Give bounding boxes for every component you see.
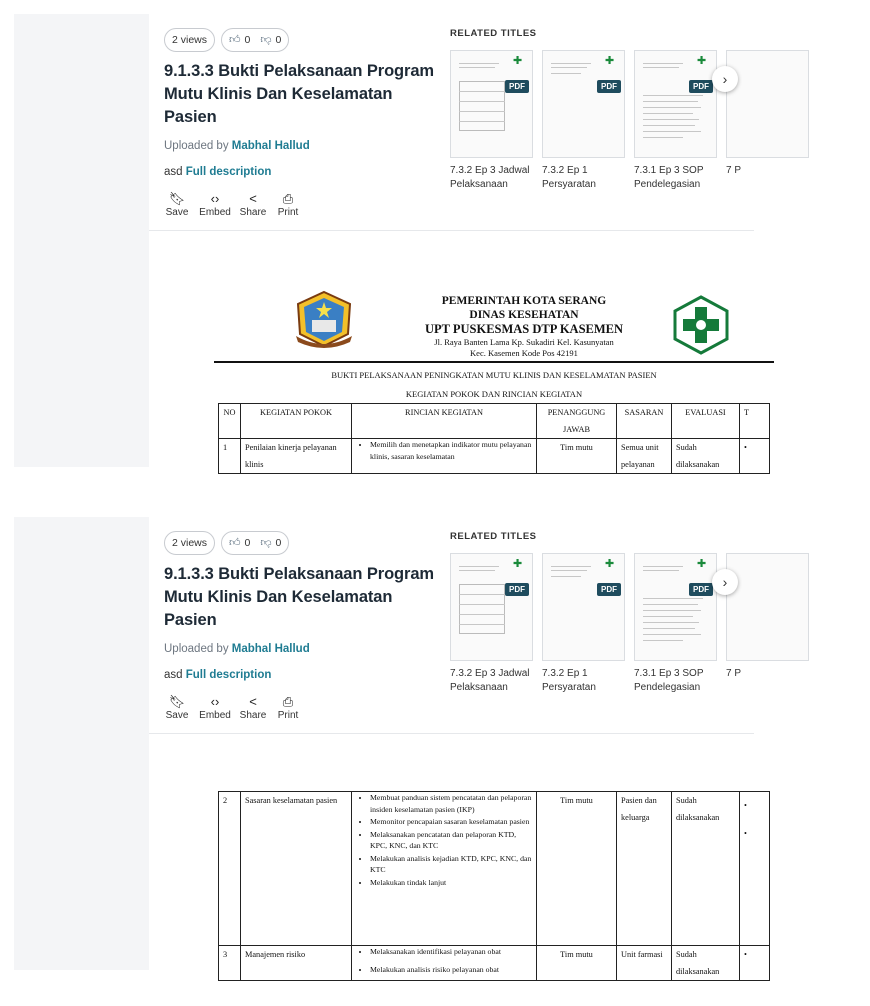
pdf-badge: PDF <box>505 583 529 596</box>
pdf-badge: PDF <box>505 80 529 93</box>
column-header: SASARAN <box>617 404 672 439</box>
health-cross-icon: ✚ <box>697 558 707 570</box>
embed-label: Embed <box>199 710 231 721</box>
save-button[interactable] <box>164 190 190 218</box>
column-header: KEGIATAN POKOK <box>241 404 352 439</box>
cell-kegiatan: Penilaian kinerja pelayanan klinis <box>241 439 352 474</box>
rating-pill <box>221 531 289 555</box>
uploader-link[interactable]: Mabhal Hallud <box>231 643 310 655</box>
share-label: Share <box>239 207 267 218</box>
puskesmas-logo <box>671 295 731 355</box>
action-bar <box>164 693 444 721</box>
related-thumbnail <box>450 553 533 661</box>
related-caption: 7.3.1 Ep 3 SOP Pendelegasian <box>634 668 704 693</box>
cell-evaluasi: Sudah dilaksanakan <box>672 792 740 946</box>
likes-count: 0 <box>244 34 251 46</box>
cell-kegiatan: Sasaran keselamatan pasien <box>241 792 352 946</box>
related-item[interactable] <box>542 50 625 192</box>
next-arrow-button[interactable] <box>712 569 738 595</box>
cell-rincian <box>352 946 537 981</box>
print-button[interactable] <box>275 190 301 218</box>
cell-pj: Tim mutu <box>537 792 617 946</box>
embed-label: Embed <box>199 207 231 218</box>
chevron-right-icon: › <box>722 574 728 590</box>
print-button[interactable] <box>275 693 301 721</box>
cell-kegiatan: Manajemen risiko <box>241 946 352 981</box>
letterhead-address2: Kec. Kasemen Kode Pos 42191 <box>470 348 578 358</box>
embed-button[interactable] <box>199 190 231 218</box>
related-thumbnail <box>450 50 533 158</box>
letterhead-line3: UPT PUSKESMAS DTP KASEMEN <box>424 322 624 336</box>
health-cross-icon: ✚ <box>513 55 523 67</box>
related-item[interactable] <box>726 50 809 192</box>
description-line <box>164 669 444 681</box>
list-item: • Melaksanakan identifikasi pelayanan obat <box>370 946 532 958</box>
cell-rincian <box>352 439 537 474</box>
thumbs-up-icon[interactable]: 👍︎ <box>229 34 241 46</box>
column-header: PENANGGUNG JAWAB <box>537 404 617 439</box>
related-titles-heading: RELATED TITLES <box>450 28 537 39</box>
cell-evaluasi: Sudah dilaksanakan <box>672 946 740 981</box>
views-badge: 2 views <box>164 28 215 52</box>
uploader-line <box>164 140 444 152</box>
cell-t: • <box>740 946 770 981</box>
health-cross-icon: ✚ <box>513 558 523 570</box>
share-icon: < <box>249 694 257 709</box>
divider <box>149 230 754 231</box>
doc-subheading: KEGIATAN POKOK DAN RINCIAN KEGIATAN <box>405 389 583 399</box>
related-caption: 7.3.2 Ep 3 Jadwal Pelaksanaan <box>450 165 530 190</box>
list-item: • Melakukan analisis kejadian KTD, KPC, KNC, dan KTC <box>370 853 532 876</box>
description-line <box>164 166 444 178</box>
doc-info <box>164 531 444 721</box>
list-item: • Melakukan tindak lanjut <box>370 877 532 889</box>
full-description-link[interactable]: Full description <box>185 669 272 681</box>
related-caption: 7 P <box>726 165 742 176</box>
left-sidebar <box>14 14 149 467</box>
next-arrow-button[interactable] <box>712 66 738 92</box>
thumbs-up-icon[interactable]: 👍︎ <box>229 537 241 549</box>
cell-evaluasi: Sudah dilaksanakan <box>672 439 740 474</box>
related-titles <box>450 531 754 695</box>
uploader-line <box>164 643 444 655</box>
cell-pj: Tim mutu <box>537 946 617 981</box>
code-icon: ‹› <box>210 191 220 206</box>
related-item[interactable] <box>726 553 809 695</box>
related-item[interactable] <box>542 553 625 695</box>
letterhead-address1: Jl. Raya Banten Lama Kp. Sukadiri Kel. Kasunyatan <box>434 337 614 347</box>
chevron-right-icon: › <box>722 71 728 87</box>
cell-sasaran: Unit farmasi <box>617 946 672 981</box>
list-item: • Melaksanakan pencatatan dan pelaporan KTD, KPC, KNC, dan KTC <box>370 829 532 852</box>
table-row <box>219 946 770 981</box>
table-row <box>219 792 770 946</box>
share-button[interactable] <box>240 190 266 218</box>
list-item: • Memonitor pencapaian sasaran keselamatan pasien <box>370 816 532 828</box>
pdf-badge: PDF <box>689 583 713 596</box>
letterhead <box>364 294 684 359</box>
printer-icon: ⎙ <box>282 191 294 206</box>
print-label: Print <box>277 710 299 721</box>
share-label: Share <box>239 710 267 721</box>
dislikes-count: 0 <box>275 34 282 46</box>
cell-rincian <box>352 792 537 946</box>
views-badge: 2 views <box>164 531 215 555</box>
related-thumbnail <box>634 553 717 661</box>
doc-info <box>164 28 444 218</box>
code-icon: ‹› <box>210 694 220 709</box>
related-titles <box>450 28 754 192</box>
column-header: T <box>740 404 770 439</box>
cell-no: 3 <box>219 946 241 981</box>
bookmark-icon: 🔖︎ <box>168 694 186 709</box>
print-label: Print <box>277 207 299 218</box>
health-cross-icon: ✚ <box>697 55 707 67</box>
printer-icon: ⎙ <box>282 694 294 709</box>
column-header: EVALUASI <box>672 404 740 439</box>
activities-table <box>218 791 770 981</box>
letterhead-rule <box>214 361 774 363</box>
description-text: asd <box>164 669 183 681</box>
embed-button[interactable] <box>199 693 231 721</box>
rating-pill <box>221 28 289 52</box>
related-item[interactable] <box>634 50 717 192</box>
related-caption: 7.3.2 Ep 1 Persyaratan <box>542 668 596 693</box>
list-item: • Melakukan analisis risiko pelayanan obat <box>370 964 532 976</box>
document-title: 9.1.3.3 Bukti Pelaksanaan Program Mutu Klinis Dan Keselamatan Pasien <box>164 62 434 126</box>
related-item[interactable] <box>450 553 533 695</box>
pdf-badge: PDF <box>597 583 621 596</box>
related-item[interactable] <box>450 50 533 192</box>
related-caption: 7.3.2 Ep 1 Persyaratan <box>542 165 596 190</box>
related-thumbnail <box>542 50 625 158</box>
share-button[interactable] <box>240 693 266 721</box>
uploaded-by-label: Uploaded by <box>164 643 229 655</box>
city-emblem-logo <box>292 290 356 350</box>
left-sidebar <box>14 517 149 970</box>
activities-table <box>218 403 770 474</box>
related-thumbnail <box>634 50 717 158</box>
related-item[interactable] <box>634 553 717 695</box>
related-caption: 7.3.1 Ep 3 SOP Pendelegasian <box>634 165 704 190</box>
list-item: • Membuat panduan sistem pencatatan dan pelaporan insiden keselamatan pasien (IKP) <box>370 792 532 815</box>
doc-heading: BUKTI PELAKSANAAN PENINGKATAN MUTU KLINIS DAN KESELAMATAN PASIEN <box>331 370 657 380</box>
cell-sasaran: Pasien dan keluarga <box>617 792 672 946</box>
pdf-badge: PDF <box>689 80 713 93</box>
save-button[interactable] <box>164 693 190 721</box>
thumbs-down-icon[interactable]: 👎︎ <box>260 34 272 46</box>
related-thumbnail <box>726 553 809 661</box>
document-panel <box>14 14 754 467</box>
cell-sasaran: Semua unit pelayanan <box>617 439 672 474</box>
cell-no: 1 <box>219 439 241 474</box>
related-titles-heading: RELATED TITLES <box>450 531 537 542</box>
column-header: RINCIAN KEGIATAN <box>352 404 537 439</box>
pdf-badge: PDF <box>597 80 621 93</box>
divider <box>149 733 754 734</box>
likes-count: 0 <box>244 537 251 549</box>
cell-no: 2 <box>219 792 241 946</box>
save-label: Save <box>165 710 189 721</box>
thumbs-down-icon[interactable]: 👎︎ <box>260 537 272 549</box>
column-header: NO <box>219 404 241 439</box>
full-description-link[interactable]: Full description <box>185 166 272 178</box>
dislikes-count: 0 <box>275 537 282 549</box>
action-bar <box>164 190 444 218</box>
share-icon: < <box>249 191 257 206</box>
cell-t: • <box>740 439 770 474</box>
related-thumbnail <box>542 553 625 661</box>
save-label: Save <box>165 207 189 218</box>
health-cross-icon: ✚ <box>605 558 615 570</box>
document-title: 9.1.3.3 Bukti Pelaksanaan Program Mutu Klinis Dan Keselamatan Pasien <box>164 565 434 629</box>
letterhead-line1: PEMERINTAH KOTA SERANG <box>441 295 607 307</box>
description-text: asd <box>164 166 183 178</box>
table-header-row <box>219 404 770 439</box>
uploader-link[interactable]: Mabhal Hallud <box>231 140 310 152</box>
uploaded-by-label: Uploaded by <box>164 140 229 152</box>
list-item: • Memilih dan menetapkan indikator mutu pelayanan klinis, sasaran keselamatan <box>370 439 532 462</box>
table-row <box>219 439 770 474</box>
document-panel <box>14 517 754 976</box>
bookmark-icon: 🔖︎ <box>168 191 186 206</box>
cell-pj: Tim mutu <box>537 439 617 474</box>
related-caption: 7.3.2 Ep 3 Jadwal Pelaksanaan <box>450 668 530 693</box>
related-thumbnail <box>726 50 809 158</box>
letterhead-line2: DINAS KESEHATAN <box>469 309 579 321</box>
cell-t: • • <box>740 792 770 946</box>
related-caption: 7 P <box>726 668 742 679</box>
health-cross-icon: ✚ <box>605 55 615 67</box>
